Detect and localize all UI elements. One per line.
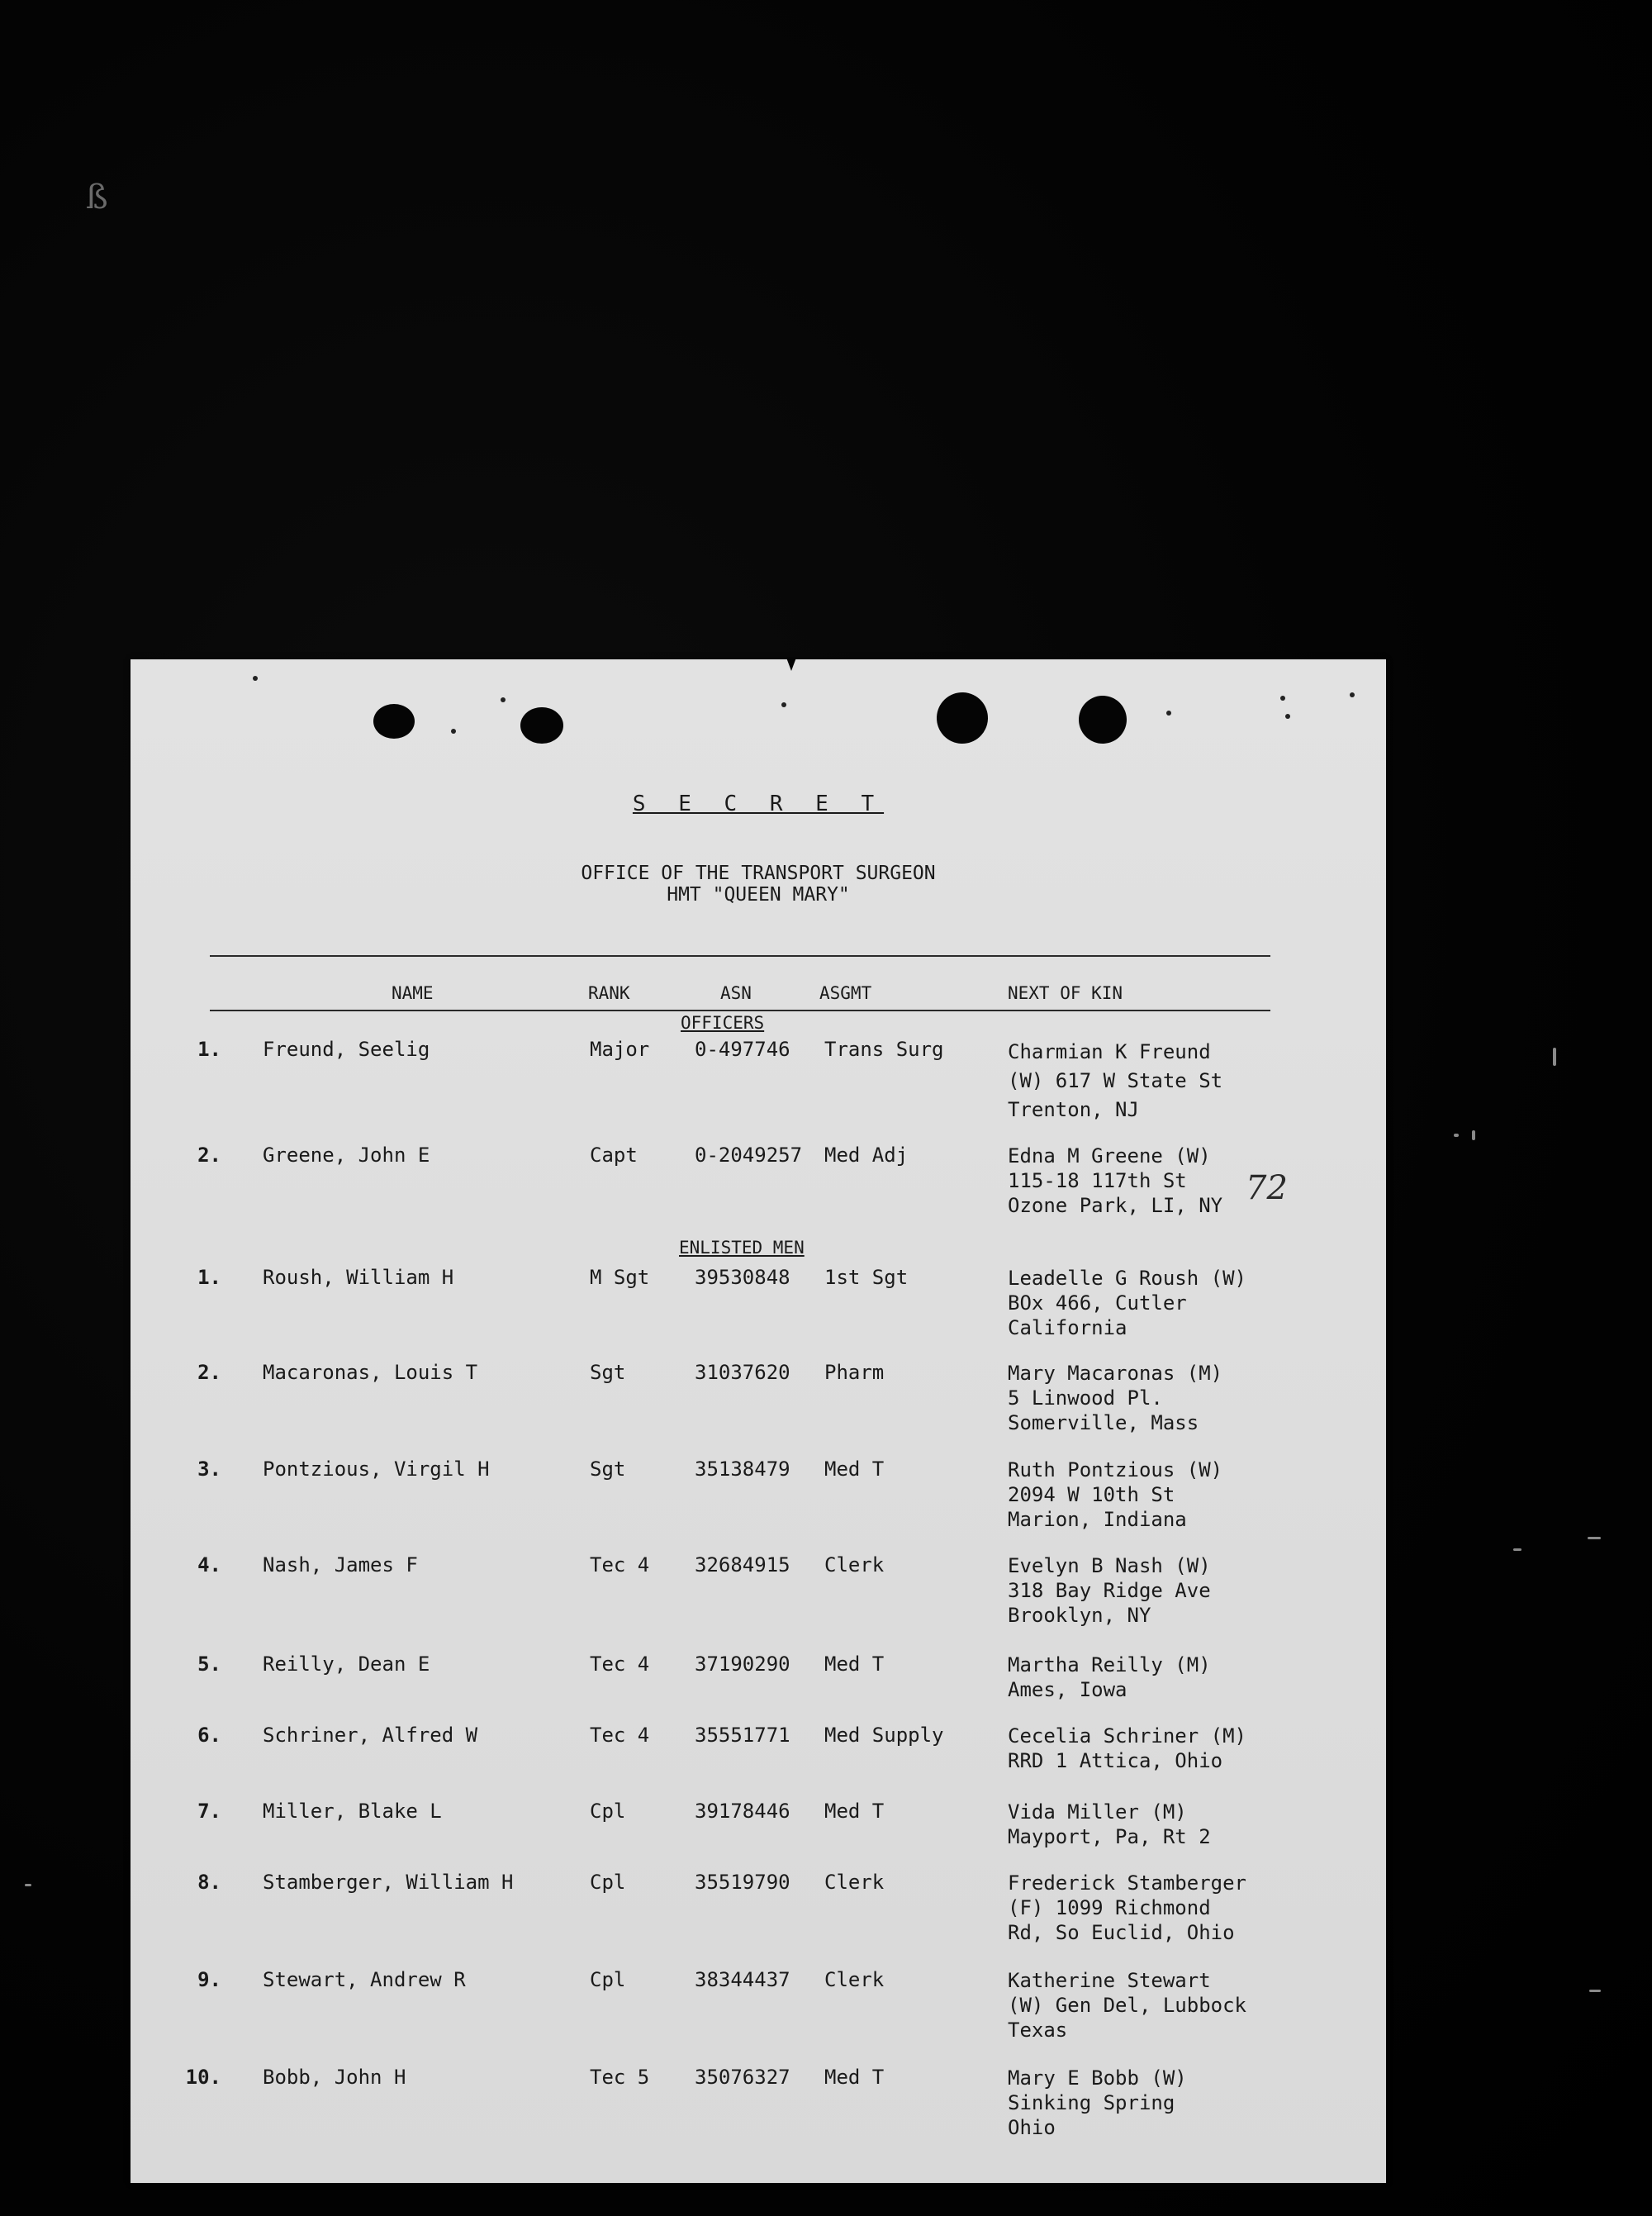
next-of-kin-line: 5 Linwood Pl.	[1008, 1386, 1163, 1410]
person-asn: 35551771	[695, 1724, 790, 1747]
person-asn: 35076327	[695, 2066, 790, 2089]
person-name: Pontzious, Virgil H	[263, 1458, 490, 1481]
person-name: Freund, Seelig	[263, 1038, 430, 1061]
next-of-kin-line: Ohio	[1008, 2116, 1056, 2139]
column-header-next-of-kin: NEXT OF KIN	[1008, 983, 1123, 1003]
handwritten-note: 72	[1246, 1169, 1288, 1207]
person-rank: Tec 4	[590, 1652, 650, 1676]
next-of-kin-line: Cecelia Schriner (M)	[1008, 1724, 1246, 1748]
next-of-kin	[1008, 1968, 1246, 2042]
next-of-kin-line: Brooklyn, NY	[1008, 1604, 1151, 1627]
row-number: 2.	[197, 1144, 221, 1167]
person-asn: 0-2049257	[695, 1144, 803, 1167]
person-asn: 38344437	[695, 1968, 790, 1991]
person-name: Bobb, John H	[263, 2066, 406, 2089]
next-of-kin	[1008, 1458, 1222, 1532]
column-header-name: NAME	[392, 983, 434, 1003]
next-of-kin	[1008, 1144, 1222, 1218]
person-name: Miller, Blake L	[263, 1800, 442, 1823]
punch-hole	[1070, 687, 1134, 751]
person-assignment: Clerk	[824, 1871, 885, 1894]
next-of-kin-line: (F) 1099 Richmond	[1008, 1896, 1211, 1919]
top-rule	[210, 955, 1270, 957]
row-number: 9.	[197, 1968, 221, 1991]
next-of-kin-line: Somerville, Mass	[1008, 1411, 1199, 1434]
column-header-asgmt: ASGMT	[819, 983, 872, 1003]
person-rank: Major	[590, 1038, 650, 1061]
next-of-kin-line: California	[1008, 1316, 1127, 1339]
next-of-kin	[1008, 1652, 1211, 1702]
header-rule	[210, 1010, 1270, 1011]
speck	[1166, 711, 1171, 716]
office-line-2: HMT "QUEEN MARY"	[667, 884, 850, 906]
next-of-kin-line: Mary Macaronas (M)	[1008, 1362, 1223, 1385]
next-of-kin-line: Katherine Stewart	[1008, 1969, 1211, 1992]
person-asn: 31037620	[695, 1361, 790, 1384]
next-of-kin-line: Martha Reilly (M)	[1008, 1653, 1211, 1676]
next-of-kin-line: Evelyn B Nash (W)	[1008, 1554, 1211, 1577]
person-asn: 37190290	[695, 1652, 790, 1676]
row-number: 8.	[197, 1871, 221, 1894]
person-rank: Capt	[590, 1144, 638, 1167]
next-of-kin-line: Sinking Spring	[1008, 2091, 1175, 2114]
next-of-kin-line: Leadelle G Roush (W)	[1008, 1267, 1246, 1290]
person-asn: 35519790	[695, 1871, 790, 1894]
person-asn: 39178446	[695, 1800, 790, 1823]
person-name: Stewart, Andrew R	[263, 1968, 466, 1991]
next-of-kin-line: Ruth Pontzious (W)	[1008, 1458, 1223, 1481]
next-of-kin-line: (W) Gen Del, Lubbock	[1008, 1994, 1246, 2017]
next-of-kin-line: (W) 617 W State St	[1008, 1069, 1223, 1092]
edge-speck	[1513, 1548, 1521, 1551]
edge-speck	[1454, 1134, 1459, 1137]
person-rank: M Sgt	[590, 1266, 650, 1289]
speck	[781, 702, 786, 707]
person-assignment: Med T	[824, 1800, 885, 1823]
person-assignment: Clerk	[824, 1968, 885, 1991]
next-of-kin-line: Mary E Bobb (W)	[1008, 2066, 1187, 2090]
person-assignment: Med T	[824, 1652, 885, 1676]
row-number: 4.	[197, 1553, 221, 1576]
row-number: 1.	[197, 1266, 221, 1289]
row-number: 7.	[197, 1800, 221, 1823]
row-number: 3.	[197, 1458, 221, 1481]
column-header-rank: RANK	[588, 983, 630, 1003]
document-page	[131, 659, 1386, 2183]
person-name: Macaronas, Louis T	[263, 1361, 478, 1384]
corner-mark: ß	[86, 178, 108, 216]
punch-hole	[520, 707, 563, 744]
person-rank: Tec 4	[590, 1724, 650, 1747]
punch-hole	[929, 685, 995, 750]
next-of-kin-line: Marion, Indiana	[1008, 1508, 1187, 1531]
speck	[1285, 714, 1290, 719]
person-name: Nash, James F	[263, 1553, 418, 1576]
next-of-kin	[1008, 1800, 1211, 1849]
person-asn: 35138479	[695, 1458, 790, 1481]
speck	[451, 729, 456, 734]
person-rank: Sgt	[590, 1458, 626, 1481]
next-of-kin-line: BOx 466, Cutler	[1008, 1291, 1187, 1315]
person-name: Reilly, Dean E	[263, 1652, 430, 1676]
next-of-kin-line: 318 Bay Ridge Ave	[1008, 1579, 1211, 1602]
speck	[501, 697, 506, 702]
person-assignment: Pharm	[824, 1361, 885, 1384]
next-of-kin-line: 115-18 117th St	[1008, 1169, 1187, 1192]
person-assignment: Med T	[824, 1458, 885, 1481]
next-of-kin-line: Texas	[1008, 2019, 1068, 2042]
speck	[1350, 692, 1355, 697]
edge-speck	[1553, 1048, 1556, 1066]
row-number: 5.	[197, 1652, 221, 1676]
row-number: 6.	[197, 1724, 221, 1747]
row-number: 10.	[185, 2066, 221, 2089]
next-of-kin-line: Edna M Greene (W)	[1008, 1144, 1211, 1167]
person-name: Roush, William H	[263, 1266, 454, 1289]
person-assignment: Med T	[824, 2066, 885, 2089]
section-title-enlisted: ENLISTED MEN	[679, 1238, 805, 1258]
punch-hole	[373, 704, 415, 739]
next-of-kin	[1008, 2066, 1187, 2140]
speck	[253, 676, 258, 681]
person-rank: Cpl	[590, 1871, 626, 1894]
person-asn: 0-497746	[695, 1038, 790, 1061]
classification-heading: S E C R E T	[632, 792, 885, 816]
office-line-1: OFFICE OF THE TRANSPORT SURGEON	[581, 863, 936, 884]
person-rank: Cpl	[590, 1800, 626, 1823]
paper-notch	[786, 658, 796, 671]
next-of-kin-line: Frederick Stamberger	[1008, 1871, 1246, 1895]
person-asn: 39530848	[695, 1266, 790, 1289]
next-of-kin	[1008, 1724, 1246, 1773]
person-rank: Tec 5	[590, 2066, 650, 2089]
column-header-asn: ASN	[720, 983, 752, 1003]
section-title-officers: OFFICERS	[681, 1013, 765, 1033]
edge-speck	[1472, 1130, 1475, 1140]
person-rank: Sgt	[590, 1361, 626, 1384]
next-of-kin	[1008, 1361, 1222, 1435]
next-of-kin-line: RRD 1 Attica, Ohio	[1008, 1749, 1223, 1772]
next-of-kin	[1008, 1871, 1246, 1945]
next-of-kin-line: Ames, Iowa	[1008, 1678, 1127, 1701]
office-heading	[131, 863, 1386, 906]
next-of-kin	[1008, 1038, 1222, 1125]
speck	[1280, 696, 1285, 701]
person-rank: Cpl	[590, 1968, 626, 1991]
edge-speck	[25, 1884, 31, 1886]
next-of-kin-line: Charmian K Freund	[1008, 1040, 1211, 1063]
person-assignment: Trans Surg	[824, 1038, 944, 1061]
person-name: Greene, John E	[263, 1144, 430, 1167]
person-assignment: 1st Sgt	[824, 1266, 909, 1289]
person-assignment: Med Supply	[824, 1724, 944, 1747]
next-of-kin-line: Vida Miller (M)	[1008, 1800, 1187, 1824]
person-assignment: Clerk	[824, 1553, 885, 1576]
next-of-kin-line: 2094 W 10th St	[1008, 1483, 1175, 1506]
row-number: 1.	[197, 1038, 221, 1061]
next-of-kin-line: Ozone Park, LI, NY	[1008, 1194, 1223, 1217]
person-rank: Tec 4	[590, 1553, 650, 1576]
person-name: Schriner, Alfred W	[263, 1724, 478, 1747]
edge-speck	[1588, 1537, 1601, 1539]
row-number: 2.	[197, 1361, 221, 1384]
next-of-kin-line: Mayport, Pa, Rt 2	[1008, 1825, 1211, 1848]
person-asn: 32684915	[695, 1553, 790, 1576]
next-of-kin-line: Trenton, NJ	[1008, 1098, 1139, 1121]
next-of-kin-line: Rd, So Euclid, Ohio	[1008, 1921, 1235, 1944]
person-assignment: Med Adj	[824, 1144, 909, 1167]
edge-speck	[1589, 1990, 1601, 1992]
person-name: Stamberger, William H	[263, 1871, 514, 1894]
next-of-kin	[1008, 1553, 1211, 1628]
next-of-kin	[1008, 1266, 1246, 1340]
